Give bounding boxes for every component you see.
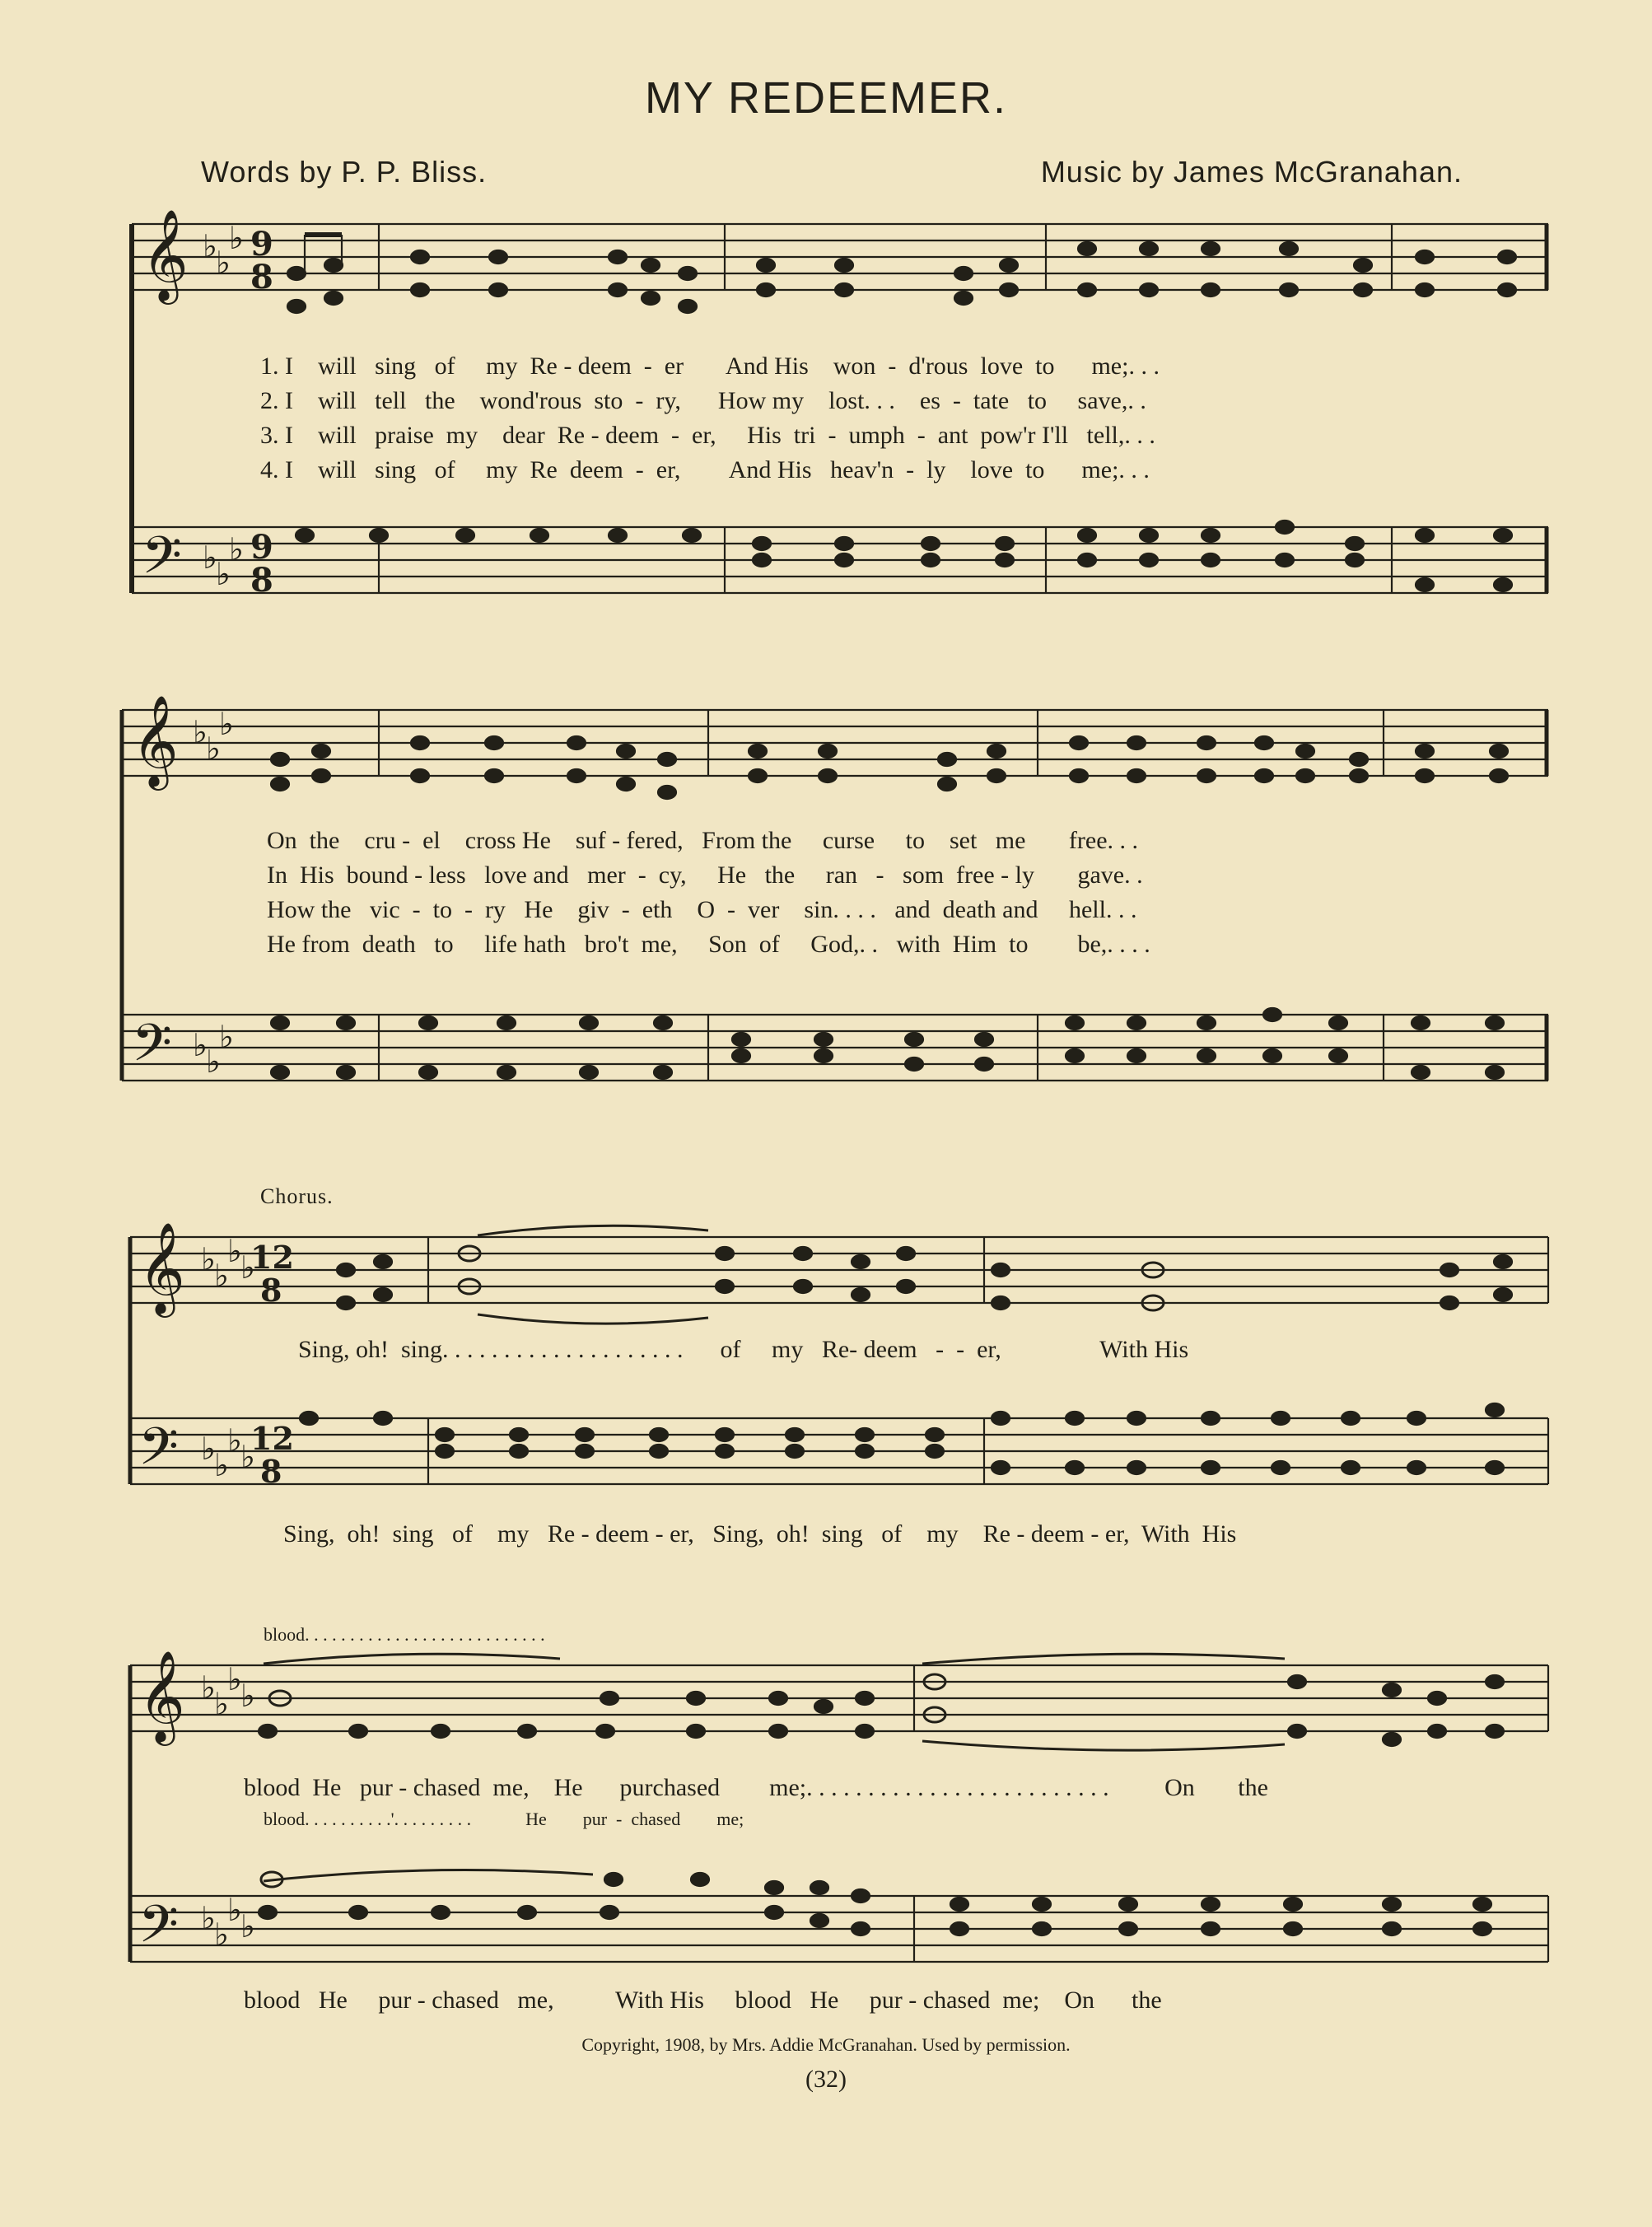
svg-text:𝄢: 𝄢 xyxy=(138,1893,179,1967)
verse-1-line-1: 1. I will sing of my Re - deem - er And His won - d'rous love to me;. . . xyxy=(260,352,1160,380)
svg-text:♭: ♭ xyxy=(240,1908,255,1945)
svg-text:♭: ♭ xyxy=(227,1661,242,1697)
svg-text:♭: ♭ xyxy=(206,731,221,767)
song-title: MY REDEEMER. xyxy=(644,73,1008,123)
svg-text:♭: ♭ xyxy=(206,1043,221,1080)
svg-text:♭: ♭ xyxy=(203,539,217,576)
svg-text:♭: ♭ xyxy=(240,1249,255,1286)
svg-text:𝄞: 𝄞 xyxy=(132,694,179,787)
chorus-bass-lyric: Sing, oh! sing of my Re - deem - er, Sing, oh! sing of my Re - deem - er, With His xyxy=(283,1520,1237,1548)
copyright-notice: Copyright, 1908, by Mrs. Addie McGranahan. Used by permission. xyxy=(581,2034,1071,2055)
svg-text:♭: ♭ xyxy=(201,1669,216,1706)
svg-text:12: 12 xyxy=(250,1420,294,1457)
verse-1-line-3: 3. I will praise my dear Re - deem - er, His tri - umph - ant pow'r I'll tell,. . . xyxy=(260,422,1155,449)
svg-text:♭: ♭ xyxy=(201,1241,216,1277)
svg-text:♭: ♭ xyxy=(227,1422,242,1459)
svg-text:♭: ♭ xyxy=(201,1431,216,1467)
svg-text:♭: ♭ xyxy=(229,220,244,256)
svg-text:𝄢: 𝄢 xyxy=(138,1416,179,1489)
svg-text:♭: ♭ xyxy=(240,1439,255,1475)
svg-text:♭: ♭ xyxy=(214,1258,229,1294)
svg-text:9: 9 xyxy=(250,225,273,264)
verse-2-line-4: He from death to life hath bro't me, Son of God,. . with Him to be,. . . . xyxy=(267,931,1150,958)
svg-text:♭: ♭ xyxy=(240,1678,255,1714)
svg-text:𝄢: 𝄢 xyxy=(142,525,182,598)
verse-1-line-4: 4. I will sing of my Re deem - er, And His heav'n - ly love to me;. . . xyxy=(260,456,1150,483)
chorus-treble-lyric: Sing, oh! sing. . . . . . . . . . . . . . . . . . . . of my Re- deem - - er, With His xyxy=(298,1336,1189,1363)
verse-2-line-3: How the vic - to - ry He giv - eth O - ver sin. . . . and death and hell. . . xyxy=(267,896,1137,923)
svg-text:9: 9 xyxy=(250,528,273,567)
svg-text:♭: ♭ xyxy=(216,245,231,281)
svg-text:𝄞: 𝄞 xyxy=(142,208,189,301)
svg-text:♭: ♭ xyxy=(214,1917,229,1953)
verse-1-line-2: 2. I will tell the wond'rous sto - ry, How my lost. . . es - tate to save,. . xyxy=(260,387,1146,414)
music-credit: Music by James McGranahan. xyxy=(1040,155,1463,189)
verse-2-line-1: On the cru - el cross He suf - fered, From the curse to set me free. . . xyxy=(267,827,1139,854)
verse-2-line-2: In His bound - less love and mer - cy, He the ran - som free - ly gave. . xyxy=(267,861,1143,889)
svg-text:♭: ♭ xyxy=(219,706,234,742)
svg-text:𝄞: 𝄞 xyxy=(138,1650,185,1742)
chorus-blood-cue: blood. . . . . . . . . . . . . . . . . . . . . . . . . . . xyxy=(264,1624,545,1645)
svg-text:♭: ♭ xyxy=(193,1027,208,1063)
svg-text:8: 8 xyxy=(250,258,273,296)
svg-text:𝄢: 𝄢 xyxy=(132,1012,172,1085)
page-number: (32) xyxy=(805,2066,847,2093)
svg-text:♭: ♭ xyxy=(229,531,244,567)
svg-text:♭: ♭ xyxy=(203,228,217,264)
svg-text:12: 12 xyxy=(250,1239,294,1276)
chorus-label: Chorus. xyxy=(260,1184,334,1208)
words-credit: Words by P. P. Bliss. xyxy=(201,155,488,189)
chorus-bass-lyric-2: blood He pur - chased me, With His blood He pur - chased me; On the xyxy=(244,1987,1162,2014)
svg-text:♭: ♭ xyxy=(216,556,231,592)
svg-text:♭: ♭ xyxy=(214,1447,229,1483)
svg-text:8: 8 xyxy=(260,1272,282,1309)
svg-text:♭: ♭ xyxy=(193,714,208,750)
svg-text:♭: ♭ xyxy=(201,1900,216,1936)
svg-text:8: 8 xyxy=(250,561,273,600)
svg-text:♭: ♭ xyxy=(214,1686,229,1722)
svg-text:♭: ♭ xyxy=(227,1892,242,1928)
svg-text:♭: ♭ xyxy=(219,1019,234,1055)
svg-text:𝄞: 𝄞 xyxy=(138,1221,185,1314)
svg-text:♭: ♭ xyxy=(227,1233,242,1269)
svg-text:8: 8 xyxy=(260,1453,282,1490)
chorus-alto-lyric-2: blood. . . . . . . . . .'. . . . . . . . . He pur - chased me; xyxy=(264,1809,744,1829)
chorus-treble-lyric-2: blood He pur - chased me, He purchased me;. . . . . . . . . . . . . . . . . . . . . . . . . On the xyxy=(244,1774,1268,1801)
